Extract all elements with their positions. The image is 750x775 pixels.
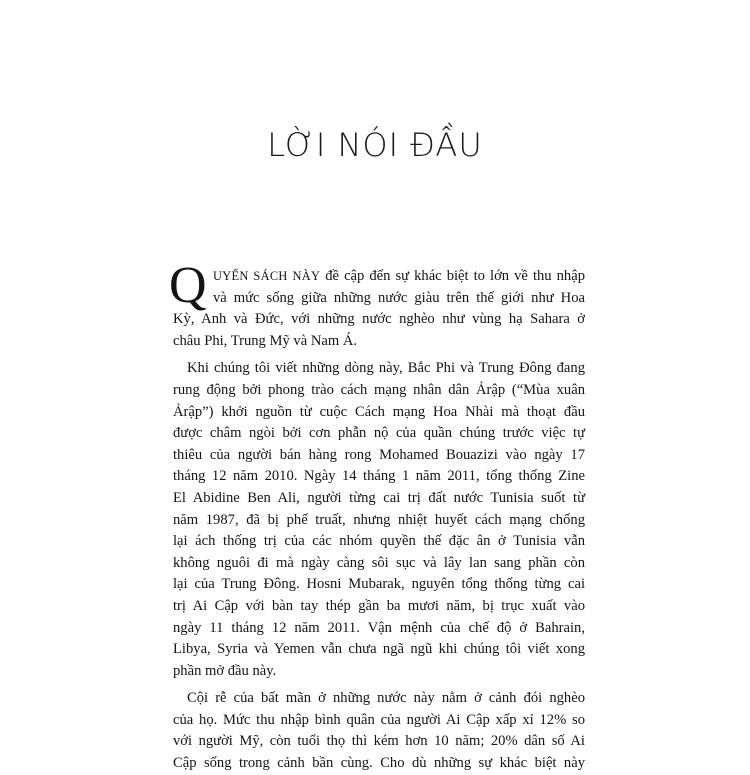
text-line: và mức sống giữa những nước giàu trên thế giới như Hoa (213, 289, 585, 306)
text-line: của họ. Mức thu nhập bình quân của người Ai Cập xấp xỉ 12% so (173, 711, 585, 728)
text-line: ngày 11 tháng 12 năm 2011. Vận mệnh của chế độ ở Bahrain, (173, 619, 585, 636)
text-line: rung động bởi phong trào cách mạng nhân dân Ảrập (“Mùa xuân (173, 381, 585, 398)
text-line: châu Phi, Trung Mỹ và Nam Á. (173, 332, 358, 349)
text-line: phần mở đầu này. (173, 662, 277, 679)
text-line: Libya, Syria và Yemen vẫn chưa ngã ngũ khi chúng tôi viết xong (173, 641, 585, 658)
text-line: trị Ai Cập với bàn tay thép gần ba mươi năm, bị trục xuất vào (173, 597, 585, 614)
text-line: lại của Trung Đông. Hosni Mubarak, nguyên tổng thống từng cai (173, 576, 585, 593)
text-line: Khi chúng tôi viết những dòng này, Bắc Phi và Trung Đông đang (187, 360, 585, 377)
body-text (169, 257, 586, 775)
text-line: được châm ngòi bởi cơn phẫn nộ của quần chúng trước việc tự (173, 425, 585, 442)
page-title: LỜI NÓI ĐẦU (267, 126, 483, 164)
text-line: tháng 12 năm 2010. Ngày 14 tháng 1 năm 2011, tổng thống Zine (173, 468, 585, 485)
text-line: El Abidine Ben Ali, người từng cai trị đất nước Tunisia suốt từ (173, 489, 585, 506)
text-line: không nguôi đi mà ngày càng sôi sục và lây lan sang phần còn (173, 554, 585, 571)
paragraph-2 (173, 358, 585, 682)
text-line: với người Mỹ, còn tuổi thọ thì kém hơn 10 năm; 20% dân số Ai (173, 733, 585, 750)
text-line (173, 266, 585, 288)
text-line: Cội rễ của bất mãn ở những nước này nằm ở cảnh đói nghèo (187, 690, 585, 707)
drop-cap: Q (169, 257, 207, 314)
text-line: thiêu của người bán hàng rong Mohamed Bouazizi vào ngày 17 (173, 446, 585, 463)
smallcaps-opening: UYỂN SÁCH NÀY (213, 269, 321, 283)
text-line-content: đề cập đến sự khác biệt to lớn về thu nhập (320, 268, 586, 284)
text-line: Ảrập”) khởi nguồn từ cuộc Cách mạng Hoa Nhài mà thoạt đầu (173, 403, 585, 420)
paragraph-3 (173, 688, 585, 774)
text-line: năm 1987, đã bị phế truất, nhưng nhiệt huyết cách mạng chống (173, 511, 585, 528)
text-line: Cập sống trong cảnh bần cùng. Cho dù những sự khác biệt này (173, 755, 585, 772)
text-line: lại ách thống trị của các nhóm quyền thế đặc ân ở Tunisia vẫn (173, 533, 585, 550)
text-line: Kỳ, Anh và Đức, với những nước nghèo như vùng hạ Sahara ở (173, 311, 585, 328)
paragraph-1 (169, 257, 586, 352)
